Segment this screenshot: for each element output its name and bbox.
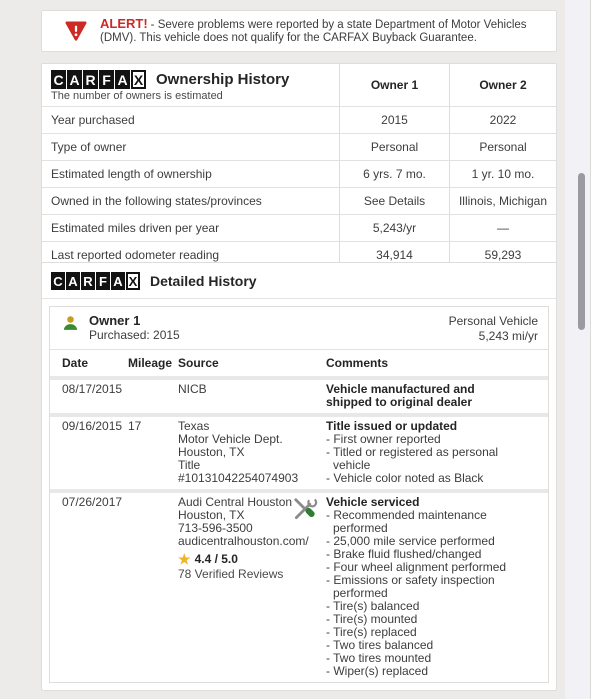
history-event-row [50, 417, 548, 493]
dealer-rating [178, 553, 320, 566]
event-detail: - Four wheel alignment performed [326, 560, 507, 574]
detailed-history-card [41, 262, 557, 691]
owner-purchased: Purchased: 2015 [89, 328, 180, 342]
window-edge [590, 0, 600, 699]
verified-reviews-link[interactable]: 78 Verified Reviews [178, 567, 284, 581]
owner1-column-header: Owner 1 [339, 64, 449, 106]
ownership-history-card [41, 63, 557, 269]
event-source-line: Title [178, 458, 201, 472]
event-source-website-link[interactable]: audicentralhouston.com/ [178, 534, 309, 548]
event-title-number: #10131042254074903 [178, 471, 299, 485]
event-headline: Vehicle serviced [326, 495, 420, 509]
carfax-logo-letter: R [81, 272, 95, 290]
owner-summary-row [50, 307, 548, 350]
owner2-column-header: Owner 2 [449, 64, 556, 106]
owner1-value: 2015 [339, 107, 449, 133]
event-source-phone: 713-596-3500 [178, 521, 253, 535]
detailed-history-header [42, 263, 556, 299]
carfax-logo-letter: F [99, 70, 114, 89]
table-row [42, 214, 556, 241]
carfax-logo-letter: C [51, 272, 65, 290]
event-mileage [128, 496, 178, 678]
person-icon [62, 315, 79, 331]
event-headline: Vehicle manufactured and shipped to original dealer [326, 382, 475, 409]
event-detail: - First owner reported [326, 432, 441, 446]
carfax-logo-letter: A [115, 70, 130, 89]
carfax-logo-letter: A [111, 272, 125, 290]
service-tools-icon [292, 496, 318, 522]
history-event-row [50, 493, 548, 682]
event-detail: - Emissions or safety inspection performed [326, 573, 495, 600]
comments-column-header: Comments [326, 356, 389, 370]
row-label: Estimated miles driven per year [51, 221, 220, 235]
event-detail: - Tire(s) replaced [326, 625, 417, 639]
star-icon: ★ [178, 551, 191, 567]
table-row [42, 133, 556, 160]
owner1-value: Personal [339, 134, 449, 160]
row-label: Year purchased [51, 113, 135, 127]
event-detail: - 25,000 mile service performed [326, 534, 495, 548]
owner2-value: Personal [449, 134, 556, 160]
event-detail: - Tire(s) mounted [326, 612, 418, 626]
table-row [42, 187, 556, 214]
event-detail: - Wiper(s) replaced [326, 664, 429, 678]
event-date: 08/17/2015 [62, 382, 123, 396]
event-source: NICB [178, 382, 207, 396]
alert-banner [41, 10, 557, 52]
owner1-value: 6 yrs. 7 mo. [339, 161, 449, 187]
event-source-line: Audi Central Houston [178, 495, 293, 509]
owner2-value: 2022 [449, 107, 556, 133]
event-detail: - Vehicle color noted as Black [326, 471, 484, 485]
ownership-header-left [42, 64, 339, 106]
carfax-logo-letter: A [66, 272, 80, 290]
ownership-title: Ownership History [156, 71, 290, 88]
table-row [42, 106, 556, 133]
row-label: Owned in the following states/provinces [51, 194, 262, 208]
owner1-history-section [49, 306, 549, 683]
event-headline: Title issued or updated [326, 419, 458, 433]
ownership-subtitle: The number of owners is estimated [51, 90, 223, 102]
event-source-line: Houston, TX [178, 508, 245, 522]
event-date: 07/26/2017 [62, 495, 123, 509]
history-event-row [50, 380, 548, 417]
event-detail: - Tire(s) balanced [326, 599, 420, 613]
alert-message: - Severe problems were reported by a state Department of Motor Vehicles (DMV). This vehicle does not qualify for the CARFAX Buyback Guarantee. [100, 19, 527, 44]
event-source-line: Motor Vehicle Dept. [178, 432, 283, 446]
event-detail: - Two tires balanced [326, 638, 434, 652]
event-detail: - Titled or registered as personal vehicle [326, 445, 499, 472]
scrollbar-track[interactable] [565, 0, 590, 699]
carfax-logo [51, 70, 147, 89]
alert-triangle-icon [64, 21, 88, 42]
owner2-value: — [449, 215, 556, 241]
owner2-value: 59,293 [449, 242, 556, 268]
carfax-logo-letter: F [96, 272, 110, 290]
scrollbar-thumb[interactable] [578, 173, 585, 330]
row-label: Type of owner [51, 140, 127, 154]
carfax-logo-letter: C [51, 70, 66, 89]
owner-vehicle-type: Personal Vehicle [448, 314, 538, 328]
event-detail: - Recommended maintenance performed [326, 508, 487, 535]
carfax-logo-letter-x: X [126, 272, 140, 290]
owner-name: Owner 1 [89, 313, 141, 328]
event-source-line: Texas [178, 419, 210, 433]
carfax-logo-letter-x: X [131, 70, 146, 89]
see-details-link[interactable]: See Details [339, 188, 449, 214]
event-detail: - Two tires mounted [326, 651, 432, 665]
mileage-column-header: Mileage [128, 356, 173, 370]
source-column-header: Source [178, 356, 219, 370]
detailed-history-title: Detailed History [150, 273, 257, 289]
event-detail: - Brake fluid flushed/changed [326, 547, 482, 561]
carfax-logo [51, 272, 141, 290]
history-column-headers [50, 350, 548, 380]
owner2-value: Illinois, Michigan [449, 188, 556, 214]
event-date: 09/16/2015 [62, 419, 123, 433]
owner-miles-per-year: 5,243 mi/yr [478, 329, 538, 343]
event-mileage [128, 383, 178, 409]
alert-label: ALERT! [100, 16, 148, 31]
rating-value: 4.4 / 5.0 [194, 552, 238, 566]
row-label: Estimated length of ownership [51, 167, 212, 181]
carfax-logo-letter: R [83, 70, 98, 89]
owner2-value: 1 yr. 10 mo. [449, 161, 556, 187]
alert-text [100, 17, 542, 45]
row-label: Last reported odometer reading [51, 248, 220, 262]
event-mileage: 17 [128, 419, 142, 433]
owner1-value: 34,914 [339, 242, 449, 268]
carfax-logo-letter: A [67, 70, 82, 89]
ownership-header-row [42, 64, 556, 106]
event-source-line: Houston, TX [178, 445, 245, 459]
date-column-header: Date [62, 356, 89, 370]
table-row [42, 160, 556, 187]
owner1-value: 5,243/yr [339, 215, 449, 241]
